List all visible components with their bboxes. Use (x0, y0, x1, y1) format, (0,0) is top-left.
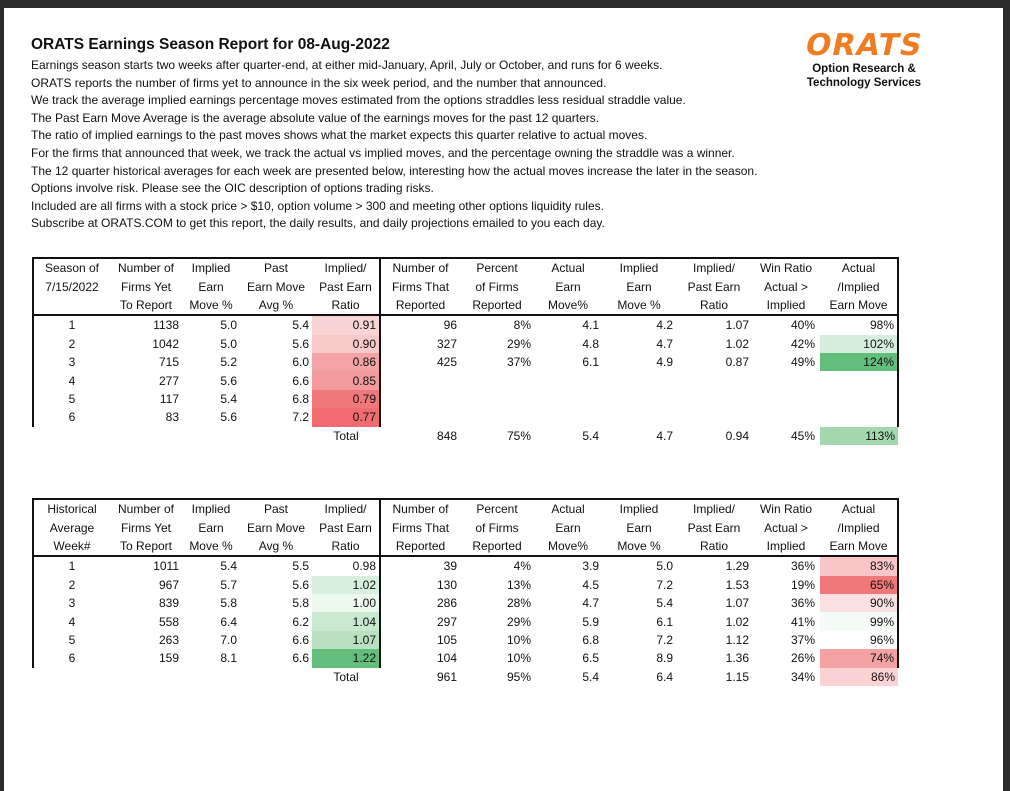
cell-firms-reported: 297 (380, 612, 460, 630)
cell-implied-move: 5.7 (220, 577, 237, 592)
report-intro (31, 57, 811, 233)
cell-firms-yet: 277 (158, 373, 179, 388)
total-implied-past-ratio: 1.15 (725, 669, 749, 684)
header-week: Average (33, 518, 110, 536)
intro-line: Options involve risk. Please see the OIC description of options trading risks. (31, 181, 434, 196)
total-actual-implied: 113% (820, 427, 898, 445)
cell-ratio: 0.86 (312, 353, 380, 371)
cell-implied-past-ratio: 1.07 (725, 318, 749, 333)
total-row (33, 427, 898, 445)
header-actual-implied: Actual (820, 499, 898, 518)
header-firms-reported: Firms That (380, 518, 460, 536)
header-pct-reported: Reported (460, 537, 534, 556)
header-implied-move: Move % (182, 296, 240, 315)
total-empty-cell (182, 668, 240, 686)
cell-week: 5 (33, 390, 110, 408)
cell-firms-yet: 263 (158, 632, 179, 647)
header-row (33, 296, 898, 315)
cell-pct-reported: 29% (506, 614, 531, 629)
total-empty-cell (182, 427, 240, 445)
cell-actual-implied: 96% (820, 631, 898, 649)
cell-implied-move: 5.2 (220, 355, 237, 370)
total-label: Total (333, 669, 359, 684)
cell-actual-move: 4.1 (582, 318, 599, 333)
cell-past-move: 5.6 (292, 577, 309, 592)
header-firms-yet: Number of (110, 258, 182, 277)
cell-implied-past-ratio: 1.02 (725, 336, 749, 351)
cell-implied-earn-move: 5.4 (656, 596, 673, 611)
header-implied-move: Implied (182, 258, 240, 277)
header-ratio: Past Earn (312, 277, 380, 295)
header-pct-reported: Percent (460, 499, 534, 518)
cell-actual-implied: 74% (820, 649, 898, 667)
cell-actual-move: 5.9 (582, 614, 599, 629)
cell-implied-past-ratio: 1.02 (725, 614, 749, 629)
cell-week: 3 (33, 594, 110, 612)
historical-average-table (32, 498, 899, 686)
header-implied-earn-move: Move % (602, 537, 676, 556)
cell-past-move: 6.2 (292, 614, 309, 629)
header-implied-past-ratio: Ratio (676, 296, 752, 315)
header-week: 7/15/2022 (33, 277, 110, 295)
header-implied-earn-move: Implied (602, 258, 676, 277)
cell-implied-past-ratio: 1.12 (725, 632, 749, 647)
cell-past-move: 6.6 (292, 632, 309, 647)
cell-ratio: 0.98 (312, 556, 380, 575)
cell-implied-move: 5.4 (220, 559, 237, 574)
header-past-move: Past (240, 258, 312, 277)
cell-implied-earn-move (602, 371, 676, 389)
cell-week: 3 (33, 353, 110, 371)
intro-line: We track the average implied earnings percentage moves estimated from the options straddles less residual straddle value. (31, 93, 686, 108)
intro-line: The ratio of implied earnings to the past moves shows what the market expects this quarter relative to actual moves. (31, 128, 648, 143)
cell-ratio: 1.02 (312, 576, 380, 594)
cell-actual-move (534, 371, 602, 389)
cell-actual-implied: 65% (820, 576, 898, 594)
cell-win-ratio: 36% (790, 559, 815, 574)
header-win-ratio: Implied (752, 537, 820, 556)
cell-firms-yet: 83 (165, 410, 179, 425)
header-implied-move: Move % (182, 537, 240, 556)
cell-implied-past-ratio (676, 408, 752, 426)
cell-ratio: 0.90 (312, 335, 380, 353)
total-firms-reported: 848 (436, 428, 457, 443)
cell-implied-past-ratio: 0.87 (725, 355, 749, 370)
header-win-ratio: Win Ratio (752, 258, 820, 277)
cell-actual-move (534, 390, 602, 408)
cell-week: 1 (33, 556, 110, 575)
cell-past-move: 6.0 (292, 355, 309, 370)
cell-ratio: 0.77 (312, 408, 380, 426)
cell-firms-yet: 558 (158, 614, 179, 629)
total-win-ratio: 45% (790, 428, 815, 443)
header-actual-implied: Earn Move (820, 296, 898, 315)
cell-ratio: 0.91 (312, 315, 380, 334)
intro-line: For the firms that announced that week, we track the actual vs implied moves, and the percentage owning the straddle was a winner. (31, 145, 735, 160)
header-ratio: Past Earn (312, 518, 380, 536)
cell-actual-implied (820, 371, 898, 389)
cell-past-move: 5.8 (292, 596, 309, 611)
cell-actual-implied: 83% (820, 556, 898, 575)
header-actual-implied: /Implied (820, 518, 898, 536)
header-row (33, 537, 898, 556)
header-week (33, 296, 110, 315)
cell-implied-earn-move (602, 390, 676, 408)
cell-pct-reported: 13% (506, 577, 531, 592)
cell-pct-reported: 4% (513, 559, 531, 574)
total-firms-reported: 961 (436, 669, 457, 684)
cell-pct-reported: 37% (506, 355, 531, 370)
header-implied-move: Earn (198, 520, 224, 535)
cell-firms-reported: 327 (380, 335, 460, 353)
cell-pct-reported (460, 371, 534, 389)
cell-actual-move: 4.7 (582, 596, 599, 611)
cell-pct-reported (460, 390, 534, 408)
header-pct-reported: of Firms (475, 520, 519, 535)
cell-actual-move: 6.5 (582, 651, 599, 666)
header-past-move: Avg % (240, 296, 312, 315)
cell-win-ratio (752, 408, 820, 426)
cell-pct-reported: 28% (506, 596, 531, 611)
cell-ratio: 1.00 (312, 594, 380, 612)
cell-firms-reported: 39 (380, 556, 460, 575)
cell-firms-yet: 715 (158, 355, 179, 370)
header-ratio: Implied/ (312, 258, 380, 277)
cell-win-ratio: 19% (790, 577, 815, 592)
cell-ratio: 1.04 (312, 612, 380, 630)
table-row (33, 371, 898, 389)
header-pct-reported: Percent (460, 258, 534, 277)
cell-implied-past-ratio: 1.36 (725, 651, 749, 666)
cell-ratio: 1.22 (312, 649, 380, 667)
header-actual-implied: Earn Move (820, 537, 898, 556)
cell-actual-move: 3.9 (582, 559, 599, 574)
cell-win-ratio: 49% (790, 355, 815, 370)
cell-implied-move: 5.8 (220, 596, 237, 611)
header-implied-earn-move: Implied (602, 499, 676, 518)
header-past-move: Earn Move (246, 279, 306, 294)
cell-firms-reported: 286 (380, 594, 460, 612)
header-row (33, 518, 898, 536)
cell-actual-move: 6.1 (582, 355, 599, 370)
header-actual-move: Move% (534, 537, 602, 556)
intro-line: Included are all firms with a stock price > $10, option volume > 300 and meeting other options liquidity rules. (31, 198, 604, 213)
cell-actual-move: 4.5 (582, 577, 599, 592)
cell-actual-implied: 99% (820, 612, 898, 630)
total-actual-move: 5.4 (582, 428, 599, 443)
cell-implied-past-ratio (676, 390, 752, 408)
cell-firms-reported (380, 390, 460, 408)
cell-firms-reported (380, 408, 460, 426)
cell-pct-reported: 10% (506, 651, 531, 666)
table-row (33, 576, 898, 594)
header-past-move: Avg % (240, 537, 312, 556)
table-row (33, 315, 898, 334)
cell-win-ratio: 26% (790, 651, 815, 666)
total-empty-cell (240, 427, 312, 445)
cell-pct-reported (460, 408, 534, 426)
total-implied-past-ratio: 0.94 (725, 428, 749, 443)
header-implied-earn-move: Move % (602, 296, 676, 315)
header-firms-reported: Reported (380, 296, 460, 315)
logo-tagline-2: Technology Services (806, 77, 922, 89)
cell-actual-move: 6.8 (582, 632, 599, 647)
header-win-ratio: Actual > (764, 520, 808, 535)
total-row (33, 668, 898, 686)
cell-ratio: 1.07 (312, 631, 380, 649)
cell-week: 4 (33, 612, 110, 630)
cell-firms-yet: 1138 (153, 318, 179, 333)
total-implied-earn-move: 6.4 (656, 669, 673, 684)
header-implied-move: Earn (198, 279, 224, 294)
orats-logo (802, 28, 927, 90)
header-pct-reported: of Firms (475, 279, 519, 294)
total-pct-reported: 95% (506, 669, 531, 684)
cell-implied-earn-move: 5.0 (656, 559, 673, 574)
header-firms-reported: Firms That (380, 277, 460, 295)
intro-line: The 12 quarter historical averages for each week are presented below, interesting how the actual moves increase the later in the season. (31, 163, 758, 178)
cell-firms-reported: 130 (380, 576, 460, 594)
table-row (33, 612, 898, 630)
header-actual-move: Move% (534, 296, 602, 315)
total-win-ratio: 34% (790, 669, 815, 684)
table-row (33, 335, 898, 353)
cell-firms-reported (380, 371, 460, 389)
table-row (33, 556, 898, 575)
cell-actual-implied: 98% (820, 315, 898, 334)
header-implied-earn-move: Earn (626, 279, 652, 294)
total-empty-cell (110, 668, 182, 686)
cell-firms-reported: 104 (380, 649, 460, 667)
header-ratio: Implied/ (312, 499, 380, 518)
cell-implied-move: 6.4 (220, 614, 237, 629)
cell-week: 6 (33, 649, 110, 667)
header-implied-past-ratio: Implied/ (676, 499, 752, 518)
cell-implied-earn-move: 4.7 (656, 336, 673, 351)
logo-tagline-1: Option Research & (812, 63, 916, 75)
header-actual-implied: /Implied (820, 277, 898, 295)
total-empty-cell (33, 427, 110, 445)
report-page (4, 8, 1003, 791)
cell-ratio: 0.79 (312, 390, 380, 408)
header-row (33, 277, 898, 295)
header-firms-yet: Number of (110, 499, 182, 518)
cell-firms-reported: 425 (380, 353, 460, 371)
header-row (33, 258, 898, 277)
total-empty-cell (240, 668, 312, 686)
cell-past-move: 7.2 (292, 410, 309, 425)
cell-past-move: 6.6 (292, 373, 309, 388)
table-row (33, 649, 898, 667)
header-actual-implied: Actual (820, 258, 898, 277)
logo-mark: ORATS (802, 28, 927, 63)
cell-implied-earn-move: 4.9 (656, 355, 673, 370)
cell-win-ratio: 42% (790, 336, 815, 351)
cell-win-ratio: 36% (790, 596, 815, 611)
cell-pct-reported: 8% (513, 318, 531, 333)
header-firms-yet: Firms Yet (120, 520, 171, 535)
header-firms-yet: To Report (110, 537, 182, 556)
cell-week: 5 (33, 631, 110, 649)
cell-firms-reported: 96 (380, 315, 460, 334)
cell-implied-past-ratio (676, 371, 752, 389)
cell-implied-earn-move: 7.2 (656, 577, 673, 592)
header-implied-past-ratio: Ratio (676, 537, 752, 556)
cell-pct-reported: 10% (506, 632, 531, 647)
header-implied-past-ratio: Past Earn (687, 520, 741, 535)
table-row (33, 631, 898, 649)
total-empty-cell (33, 668, 110, 686)
cell-implied-move: 5.6 (220, 410, 237, 425)
total-actual-move: 5.4 (582, 669, 599, 684)
header-implied-move: Implied (182, 499, 240, 518)
cell-week: 2 (33, 335, 110, 353)
cell-week: 2 (33, 576, 110, 594)
cell-implied-earn-move: 8.9 (656, 651, 673, 666)
header-pct-reported: Reported (460, 296, 534, 315)
cell-implied-earn-move: 7.2 (656, 632, 673, 647)
total-pct-reported: 75% (506, 428, 531, 443)
cell-implied-earn-move: 6.1 (656, 614, 673, 629)
cell-implied-move: 5.6 (220, 373, 237, 388)
cell-implied-earn-move: 4.2 (656, 318, 673, 333)
header-week: Season of (33, 258, 110, 277)
header-week: Historical (33, 499, 110, 518)
header-win-ratio: Actual > (764, 279, 808, 294)
cell-firms-yet: 159 (158, 651, 179, 666)
table-row (33, 353, 898, 371)
cell-implied-past-ratio: 1.53 (725, 577, 749, 592)
intro-line: ORATS reports the number of firms yet to announce in the six week period, and the number that announced. (31, 75, 607, 90)
header-implied-past-ratio: Past Earn (687, 279, 741, 294)
cell-win-ratio: 37% (790, 632, 815, 647)
header-implied-past-ratio: Implied/ (676, 258, 752, 277)
cell-past-move: 6.6 (292, 651, 309, 666)
cell-week: 6 (33, 408, 110, 426)
cell-ratio: 0.85 (312, 371, 380, 389)
cell-firms-yet: 1042 (152, 336, 179, 351)
intro-line: Subscribe at ORATS.COM to get this report, the daily results, and daily projections emailed to you each day. (31, 216, 605, 231)
report-title: ORATS Earnings Season Report for 08-Aug-2022 (31, 36, 390, 53)
total-empty-cell (110, 427, 182, 445)
header-actual-move: Earn (555, 279, 581, 294)
cell-actual-move: 4.8 (582, 336, 599, 351)
cell-week: 1 (33, 315, 110, 334)
cell-past-move: 6.8 (292, 391, 309, 406)
cell-actual-implied: 102% (820, 335, 898, 353)
header-actual-move: Actual (534, 258, 602, 277)
total-label: Total (333, 428, 359, 443)
cell-firms-reported: 105 (380, 631, 460, 649)
cell-firms-yet: 967 (158, 577, 179, 592)
cell-win-ratio: 41% (790, 614, 815, 629)
header-firms-reported: Number of (380, 499, 460, 518)
header-past-move: Earn Move (246, 520, 306, 535)
cell-implied-earn-move (602, 408, 676, 426)
table-row (33, 390, 898, 408)
header-win-ratio: Implied (752, 296, 820, 315)
cell-actual-implied (820, 408, 898, 426)
cell-past-move: 5.4 (292, 318, 309, 333)
header-firms-yet: To Report (110, 296, 182, 315)
header-ratio: Ratio (312, 537, 380, 556)
current-season-table (32, 257, 899, 445)
cell-win-ratio: 40% (790, 318, 815, 333)
header-implied-earn-move: Earn (626, 520, 652, 535)
intro-line: Earnings season starts two weeks after quarter-end, at either mid-January, April, July or October, and runs for 6 weeks. (31, 58, 663, 72)
cell-implied-move: 7.0 (220, 632, 237, 647)
cell-implied-move: 5.0 (220, 318, 237, 333)
header-row (33, 499, 898, 518)
header-firms-reported: Number of (380, 258, 460, 277)
cell-pct-reported: 29% (506, 336, 531, 351)
header-firms-yet: Firms Yet (120, 279, 171, 294)
total-actual-implied: 86% (820, 668, 898, 686)
cell-actual-move (534, 408, 602, 426)
header-actual-move: Actual (534, 499, 602, 518)
cell-actual-implied: 124% (820, 353, 898, 371)
cell-actual-implied (820, 390, 898, 408)
header-ratio: Ratio (312, 296, 380, 315)
cell-implied-move: 8.1 (220, 651, 237, 666)
cell-implied-move: 5.0 (220, 336, 237, 351)
table-row (33, 594, 898, 612)
cell-implied-move: 5.4 (220, 391, 237, 406)
total-implied-earn-move: 4.7 (656, 428, 673, 443)
header-actual-move: Earn (555, 520, 581, 535)
cell-past-move: 5.6 (292, 336, 309, 351)
intro-line: The Past Earn Move Average is the average absolute value of the earnings moves for the past 12 quarters. (31, 110, 600, 125)
header-week: Week# (33, 537, 110, 556)
header-firms-reported: Reported (380, 537, 460, 556)
cell-actual-implied: 90% (820, 594, 898, 612)
cell-past-move: 5.5 (292, 559, 309, 574)
cell-win-ratio (752, 371, 820, 389)
cell-win-ratio (752, 390, 820, 408)
cell-implied-past-ratio: 1.29 (725, 559, 749, 574)
cell-firms-yet: 117 (159, 391, 179, 406)
header-win-ratio: Win Ratio (752, 499, 820, 518)
cell-firms-yet: 839 (158, 596, 179, 611)
header-past-move: Past (240, 499, 312, 518)
cell-week: 4 (33, 371, 110, 389)
cell-implied-past-ratio: 1.07 (725, 596, 749, 611)
cell-firms-yet: 1011 (153, 559, 179, 574)
table-row (33, 408, 898, 426)
